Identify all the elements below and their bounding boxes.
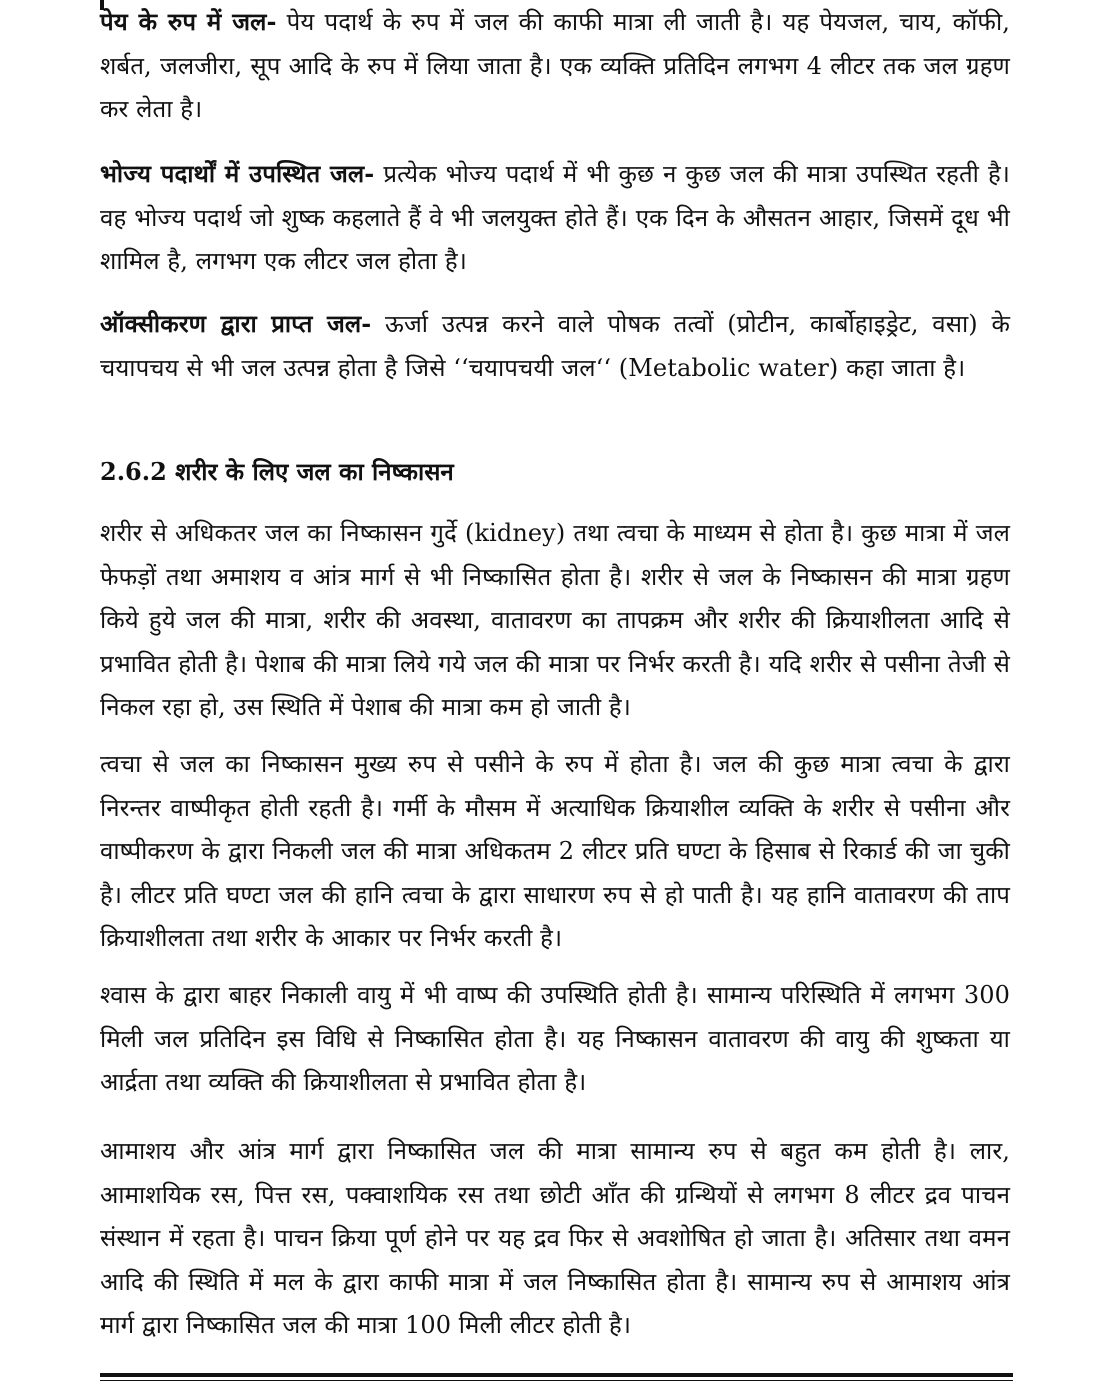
- paragraph-skin-excretion: त्वचा से जल का निष्कासन मुख्य रुप से पसीने के रुप में होता है। जल की कुछ मात्रा त्वचा के द्वारा निरन्तर वाष्पीकृत होती रहती है। गर्मी के मौसम में अत्याधिक क्रियाशील व्यक्ति के शरीर से पसीना और वाष्पीकरण के द्वारा निकली जल की मात्रा अधिकतम 2 लीटर प्रति घण्टा के हिसाब से रिकार्ड की जा चुकी है। लीटर प्रति घण्टा जल की हानि त्वचा के द्वारा साधारण रुप से हो पाती है। यह हानि वातावरण की ताप क्रियाशीलता तथा शरीर के आकार पर निर्भर करती है।: [100, 750, 1010, 952]
- paragraph-breath-excretion: श्वास के द्वारा बाहर निकाली वायु में भी वाष्प की उपस्थिति होती है। सामान्य परिस्थिति में लगभग 300 मिली जल प्रतिदिन इस विधि से निष्कासित होता है। यह निष्कासन वातावरण की वायु की शुष्कता या आर्द्रता तथा व्यक्ति की क्रियाशीलता से प्रभावित होता है।: [100, 981, 1010, 1096]
- food-water-text: प्रत्येक भोज्य पदार्थ में भी कुछ न कुछ जल की मात्रा उपस्थित रहती है। वह भोज्य पदार्थ जो शुष्क कहलाते हैं वे भी जलयुक्त होते हैं। एक दिन के औसतन आहार, जिसमें दूध भी शामिल है, लगभग एक लीटर जल होता है।: [100, 160, 1010, 275]
- paragraph-drink-water: [100, 0, 1010, 132]
- drink-water-title: पेय के रुप में जल-: [100, 7, 277, 36]
- paragraph-intestine-excretion: आमाशय और आंत्र मार्ग द्वारा निष्कासित जल की मात्रा सामान्य रुप से बहुत कम होती है। लार, आमाशयिक रस, पित्त रस, पक्वाशयिक रस तथा छोटी आँत की ग्रन्थियों से लगभग 8 लीटर द्रव पाचन संस्थान में रहता है। पाचन क्रिया पूर्ण होने पर यह द्रव फिर से अवशोषित हो जाता है। अतिसार तथा वमन आदि की स्थिति में मल के द्वारा काफी मात्रा में जल निष्कासित होता है। सामान्य रुप से आमाशय आंत्र मार्ग द्वारा निष्कासित जल की मात्रा 100 मिली लीटर होती है।: [100, 1137, 1010, 1339]
- oxidation-water-text: ऊर्जा उत्पन्न करने वाले पोषक तत्वों (प्रोटीन, कार्बोहाइड्रेट, वसा) के चयापचय से भी जल उत्पन्न होता है जिसे ‘‘चयापचयी जल‘‘ (Metabolic water) कहा जाता है।: [100, 310, 1011, 382]
- paragraph-food-water: [100, 152, 1010, 284]
- oxidation-water-title: ऑक्सीकरण द्वारा प्राप्त जल-: [100, 309, 372, 338]
- drink-water-text: पेय पदार्थ के रुप में जल की काफी मात्रा ली जाती है। यह पेयजल, चाय, कॉफी, शर्बत, जलजीरा, सूप आदि के रुप में लिया जाता है। एक व्यक्ति प्रतिदिन लगभग 4 लीटर तक जल ग्रहण कर लेता है।: [100, 8, 1010, 123]
- paragraph-oxidation-water: [100, 302, 1010, 390]
- paragraph-kidney-excretion: शरीर से अधिकतर जल का निष्कासन गुर्दे (kidney) तथा त्वचा के माध्यम से होता है। कुछ मात्रा में जल फेफड़ों तथा अमाशय व आंत्र मार्ग से भी निष्कासित होता है। शरीर से जल के निष्कासन की मात्रा ग्रहण किये हुये जल की मात्रा, शरीर की अवस्था, वातावरण का तापक्रम और शरीर की क्रियाशीलता आदि से प्रभावित होती है। पेशाब की मात्रा लिये गये जल की मात्रा पर निर्भर करती है। यदि शरीर से पसीना तेजी से निकल रहा हो, उस स्थिति में पेशाब की मात्रा कम हो जाती है।: [100, 519, 1010, 721]
- footer-rule-thin: [100, 1380, 1013, 1381]
- food-water-title: भोज्य पदार्थों में उपस्थित जल-: [100, 159, 375, 188]
- footer-rule-thick: [100, 1373, 1013, 1377]
- section-heading: 2.6.2 शरीर के लिए जल का निष्कासन: [100, 457, 454, 486]
